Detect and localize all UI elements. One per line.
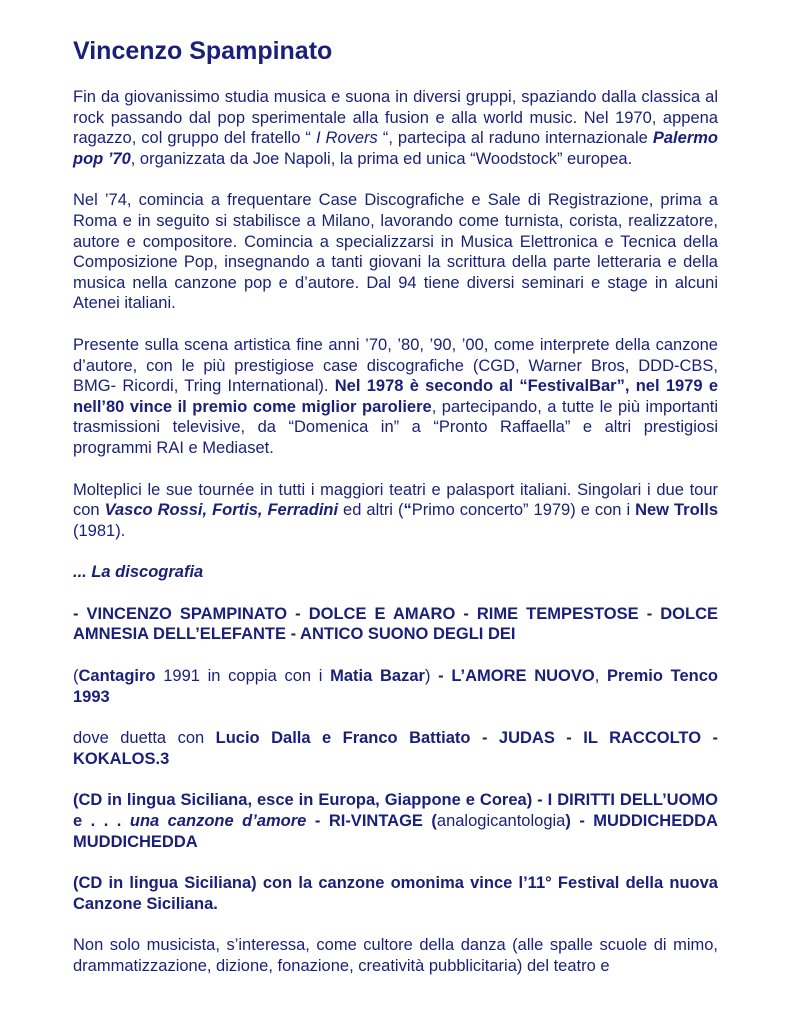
duet-albums: Lucio Dalla e Franco Battiato - JUDAS - IL RACCOLTO - KOKALOS.3 xyxy=(73,729,719,768)
album-list: - VINCENZO SPAMPINATO - DOLCE E AMARO - RIME TEMPESTOSE - DOLCE AMNESIA DELL’ELEFANTE - ANTICO SUONO DEGLI DEI xyxy=(73,604,718,644)
text: Presente sulla scena artistica fine anni ’70, ’80, ’90, ’00, come interprete della canzone d’autore, con le più prestigiose case discografiche (CGD, Warner Bros, DDD-CBS, BMG- Ricordi, Tring International). xyxy=(73,335,718,396)
text: ) xyxy=(424,667,439,686)
text: (1981). xyxy=(73,521,126,540)
paragraph-dance-theatre: Non solo musicista, s’interessa, come cultore della danza (alle spalle scuole di mimo, drammatizzazione, dizione, fonazione, creatività pubblicitaria) del teatro e xyxy=(73,936,718,975)
paragraph-studio-work: Nel ’74, comincia a frequentare Case Discografiche e Sale di Registrazione, prima a Roma e in seguito si stabilisce a Milano, lavorando come turnista, corista, realizzatore, autore e compositore. Comincia a specializzarsi in Musica Elettronica e Tecnica della Composizione Pop, insegnando a tanti giovani la scrittura della parte letteraria e della musica nella canzone pop e d’autore. Dal 94 tiene diversi seminari e stage in alcuni Atenei italiani. xyxy=(73,191,718,313)
page-title: Vincenzo Spampinato xyxy=(73,37,333,65)
open-quote: “ xyxy=(403,501,412,520)
text: dove duetta con xyxy=(73,729,216,748)
event-name: Cantagiro xyxy=(78,667,156,686)
text: “, partecipa al raduno internazionale xyxy=(377,129,653,148)
tour-artists: Vasco Rossi, Fortis, Ferradini xyxy=(104,501,339,520)
text: ) - MUDDICHEDDA MUDDICHEDDA xyxy=(73,812,718,851)
paragraph-tours xyxy=(73,480,718,542)
text: 1991 in coppia con i xyxy=(155,667,331,686)
paragraph-duets xyxy=(73,728,718,769)
band-name: Matia Bazar xyxy=(330,667,425,686)
text: ( xyxy=(73,667,79,686)
paragraph-early-career xyxy=(73,87,718,169)
paragraph-cantagiro xyxy=(73,666,718,707)
paragraph-artistic-career xyxy=(73,335,718,459)
text: ed altri ( xyxy=(338,501,404,520)
band-name: I Rovers xyxy=(315,129,378,148)
text: - RI-VINTAGE ( xyxy=(306,812,437,831)
text: Fin da giovanissimo studia musica e suona in diversi gruppi, spaziando dalla classica al rock passando dal pop sperimentale alla fusion e alla world music. Nel 1970, appena ragazzo, col gruppo del fratello “ xyxy=(73,88,718,148)
text: , partecipando, a tutte le più importanti trasmissioni televisive, da “Domenica in” a “Pronto Raffaella” e altri prestigiosi programmi RAI e Mediaset. xyxy=(73,397,718,457)
document-page xyxy=(73,36,718,977)
festival-name: Palermo pop ’70 xyxy=(73,129,718,168)
band-name: New Trolls xyxy=(635,501,719,520)
text: analogicantologia xyxy=(436,812,566,831)
award-name: Premio Tenco 1993 xyxy=(73,667,718,706)
paragraph-festival-win: (CD in lingua Siciliana) con la canzone omonima vince l’11° Festival della nuova Canzone Siciliana. xyxy=(73,874,718,913)
section-heading-discografia: ... La discografia xyxy=(73,563,204,582)
text: (CD in lingua Siciliana, esce in Europa, Giappone e Corea) - I DIRITTI DELL’UOMO e . . . xyxy=(73,791,718,831)
album-name: - L’AMORE NUOVO xyxy=(438,667,595,686)
text: , xyxy=(594,667,607,686)
text: Primo concerto” 1979) e con i xyxy=(411,501,636,520)
text: Molteplici le sue tournée in tutti i maggiori teatri e palasport italiani. Singolari i due tour con xyxy=(73,480,718,520)
paragraph-sicilian-cd xyxy=(73,790,718,852)
awards-highlight: Nel 1978 è secondo al “FestivalBar”, nel 1979 e nell’80 vince il premio come miglior paroliere xyxy=(73,377,719,416)
album-subtitle: una canzone d’amore xyxy=(129,812,307,831)
text: , organizzata da Joe Napoli, la prima ed unica “Woodstock” europea. xyxy=(130,149,633,168)
